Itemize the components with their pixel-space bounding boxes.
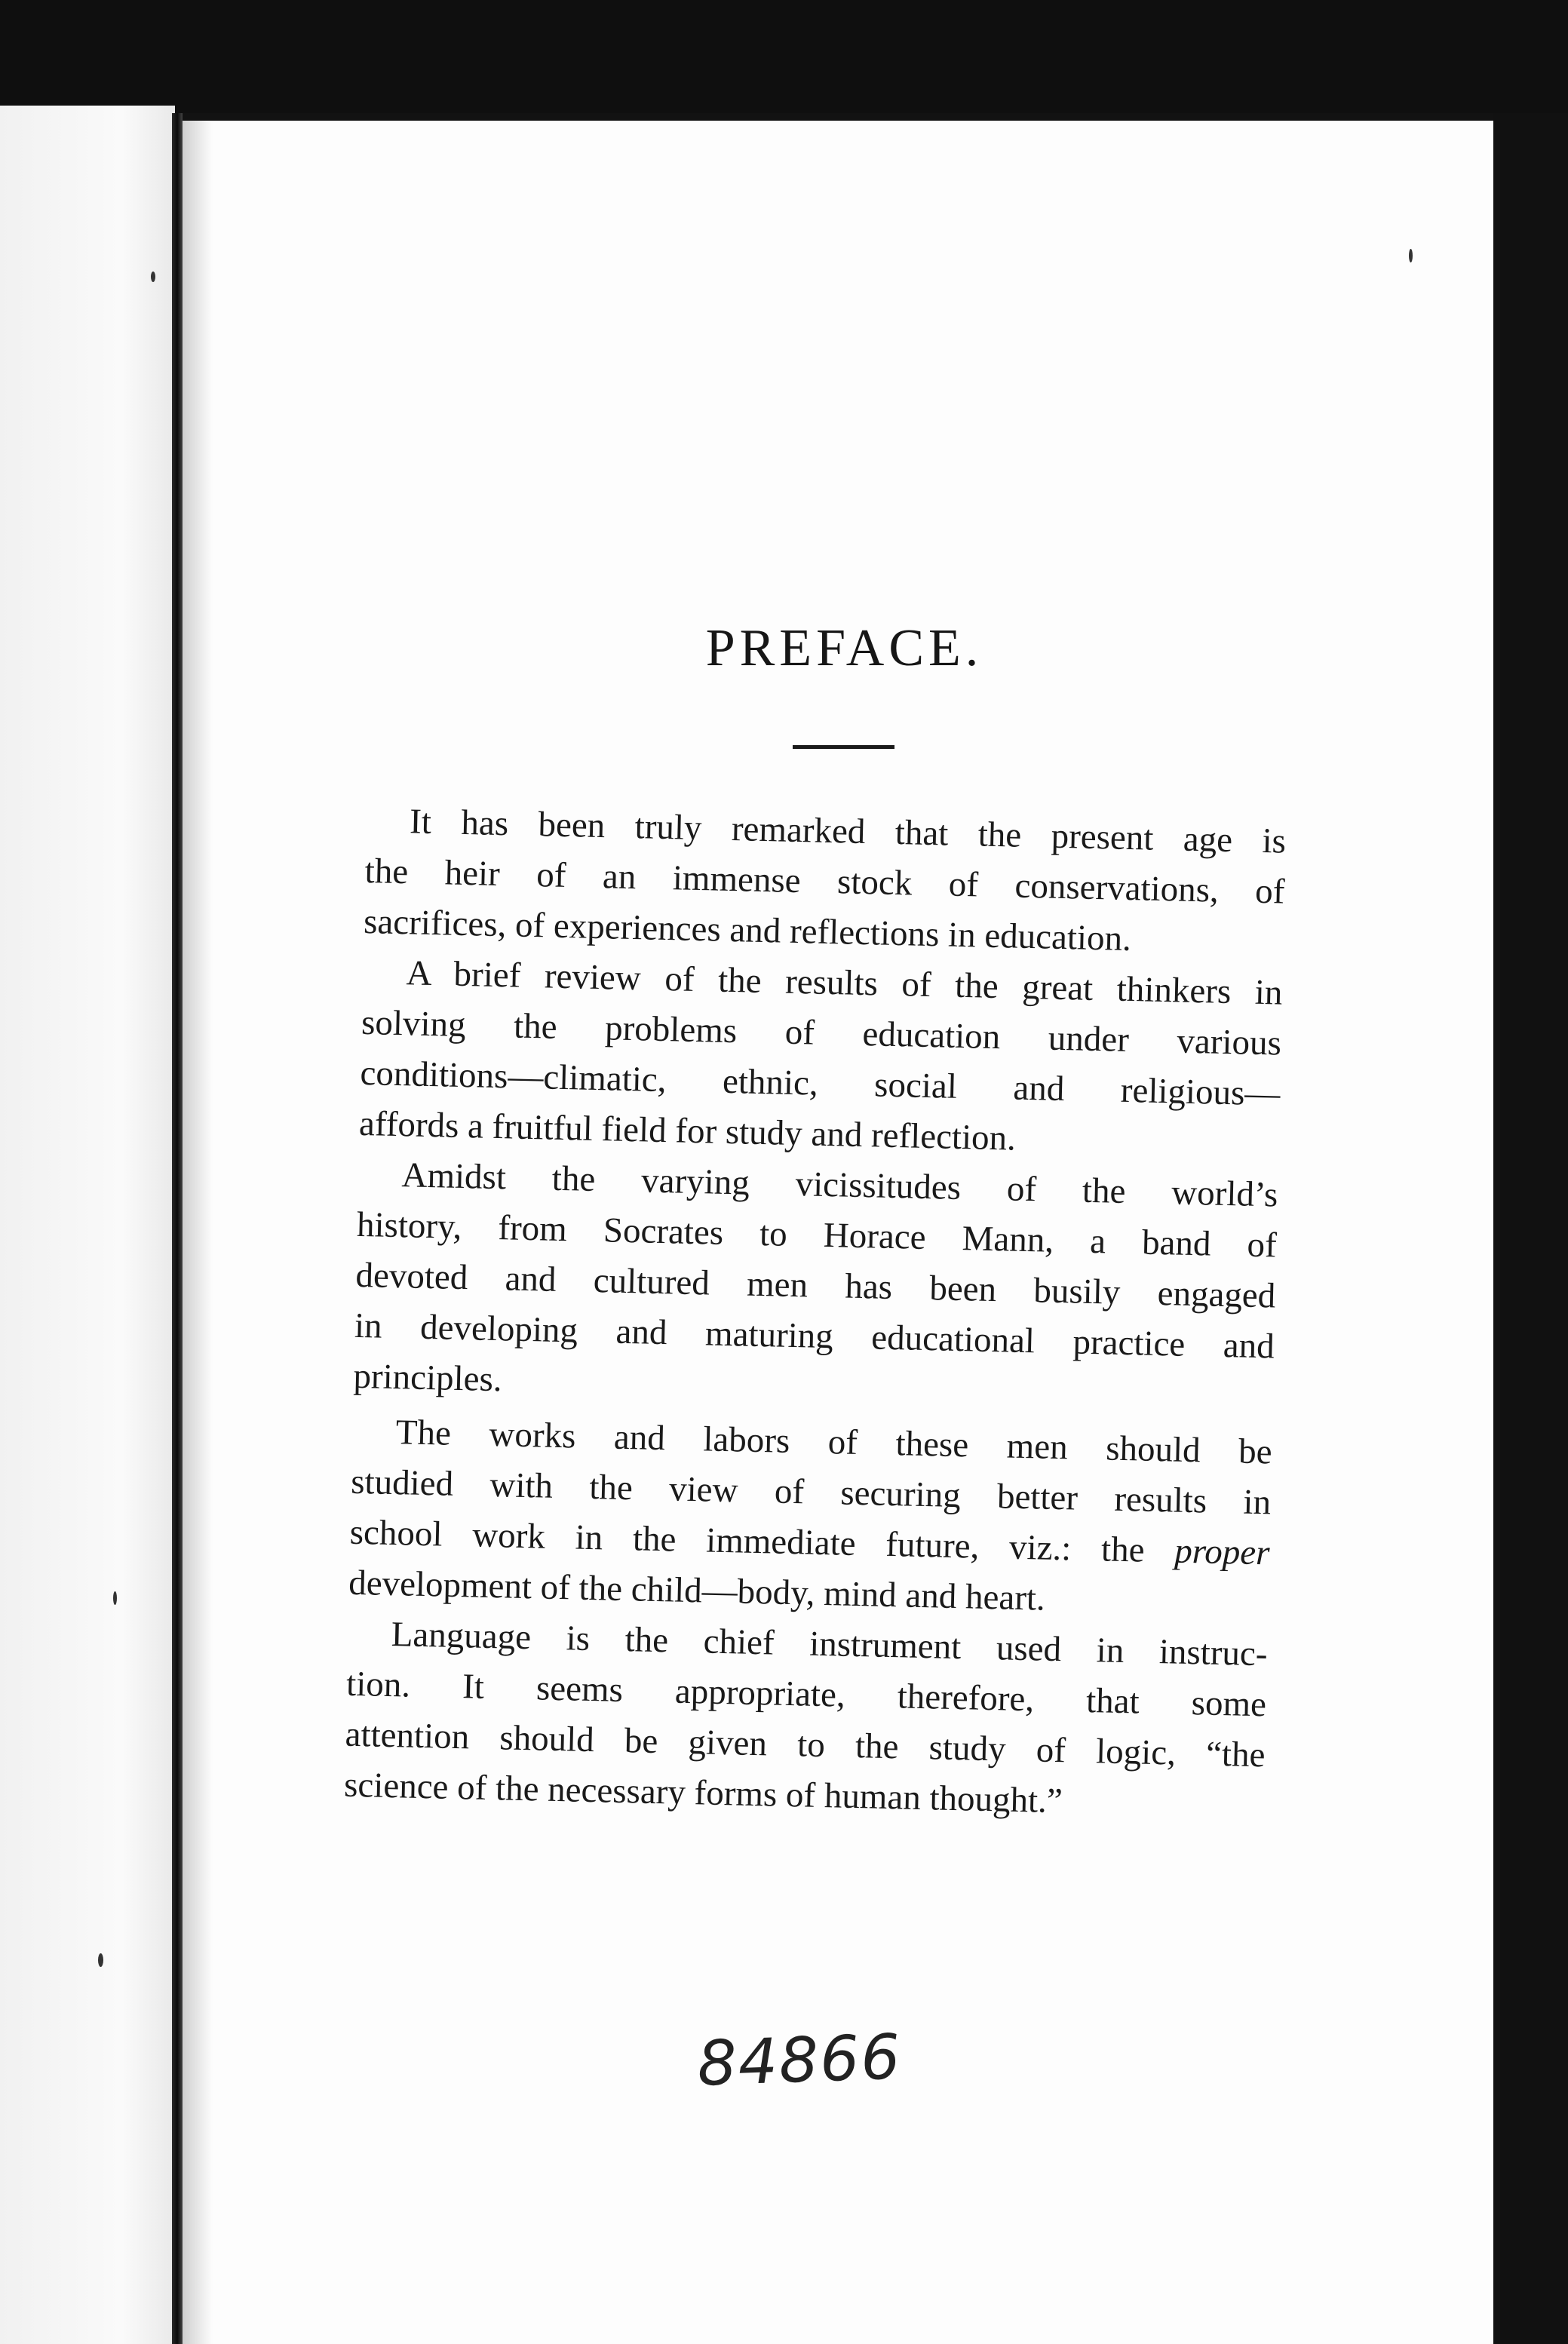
text-line: tion. It seems appropriate, therefore, that some xyxy=(345,1664,1267,1725)
page-title: PREFACE. xyxy=(705,619,983,677)
title-rule xyxy=(793,745,894,749)
paragraph-3 xyxy=(353,1149,1278,1423)
italic-word: proper xyxy=(1174,1531,1271,1573)
text-line: history, from Socrates to Horace Mann, a band of xyxy=(356,1204,1278,1266)
gutter-shadow xyxy=(183,121,213,2344)
text-line: principles. xyxy=(352,1356,503,1400)
scan-speck xyxy=(113,1591,117,1605)
text-line: science of the necessary forms of human thought.” xyxy=(343,1765,1063,1821)
text-line: in developing and maturing educational practice and xyxy=(354,1305,1275,1367)
paragraph-2 xyxy=(358,947,1283,1170)
scan-speck xyxy=(98,1953,103,1967)
text-line: Language is the chief instrument used in instruc- xyxy=(391,1615,1269,1674)
text-line: development of the child—body, mind and heart. xyxy=(348,1563,1046,1618)
scan-border-top xyxy=(0,0,1568,113)
book-gutter xyxy=(172,113,183,2344)
scan-speck xyxy=(1409,249,1413,262)
text-line: conditions—climatic, ethnic, social and religious— xyxy=(360,1053,1281,1114)
paragraph-5 xyxy=(343,1609,1268,1832)
preface-body xyxy=(343,796,1286,1831)
text-line: sacrifices, of experiences and reflections in education. xyxy=(363,901,1132,959)
paragraph-1 xyxy=(363,796,1286,968)
handwritten-accession-number: 84866 xyxy=(695,2021,903,2100)
text-line: solving the problems of education under various xyxy=(361,1002,1282,1063)
text-line: It has been truly remarked that the present age is xyxy=(409,802,1287,861)
text-line: devoted and cultured men has been busily engaged xyxy=(354,1255,1276,1316)
text-line: Amidst the varying vicissitudes of the world’s xyxy=(401,1155,1278,1215)
text-line: studied with the view of securing better results in xyxy=(350,1462,1272,1523)
scan-border-right xyxy=(1493,113,1568,2344)
facing-page xyxy=(0,106,175,2344)
text-line: affords a fruitful field for study and reflection. xyxy=(358,1103,1017,1158)
text-line: The works and labors of these men should be xyxy=(395,1413,1273,1472)
text-segment: school work in the immediate future, viz.: the xyxy=(349,1512,1175,1571)
scan-speck xyxy=(151,272,155,282)
text-line: attention should be given to the study of logic, “the xyxy=(345,1714,1266,1775)
paragraph-4 xyxy=(348,1407,1273,1630)
text-line: A brief review of the results of the great thinkers in xyxy=(406,953,1283,1013)
text-line: the heir of an immense stock of conservations, of xyxy=(364,851,1286,912)
